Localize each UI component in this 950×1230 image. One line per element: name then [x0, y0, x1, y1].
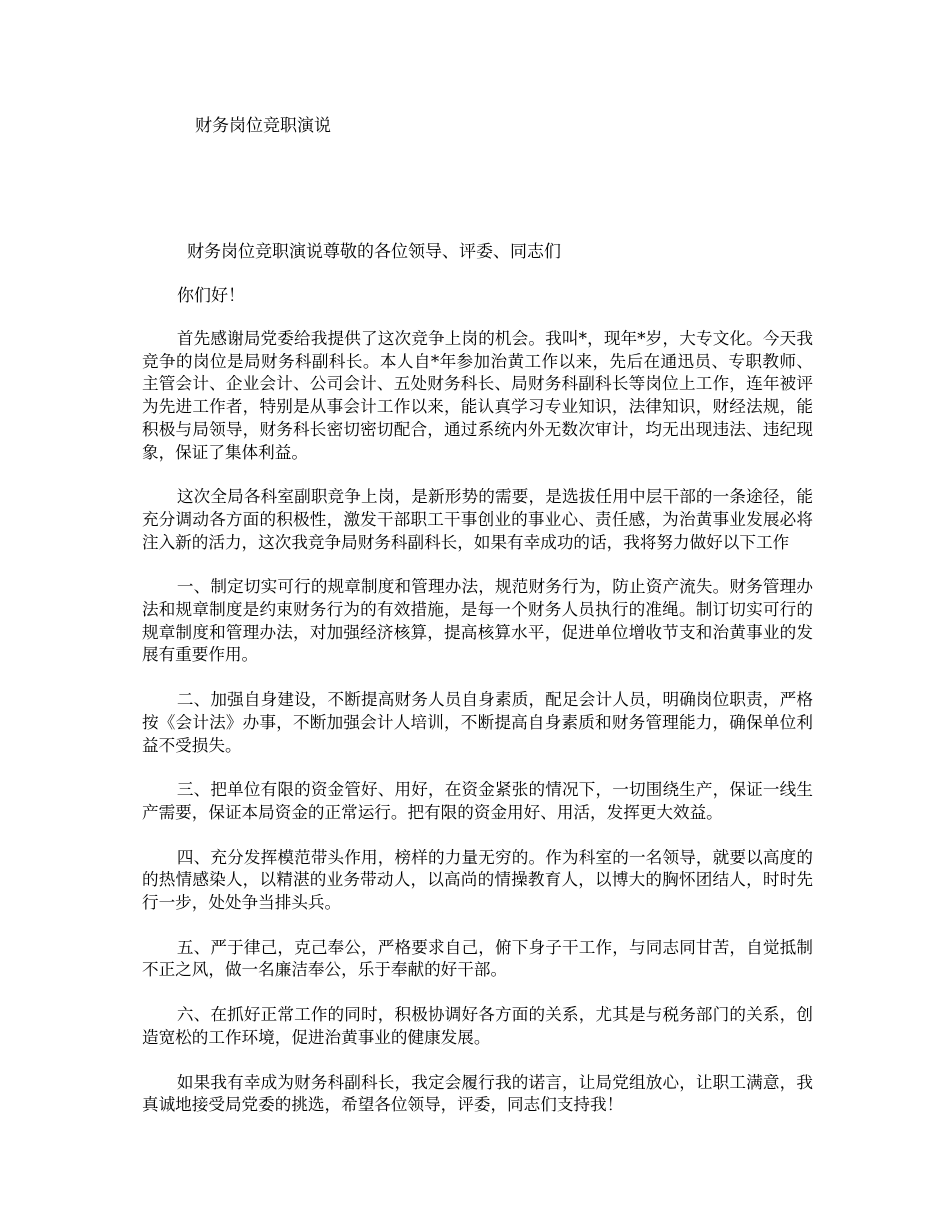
paragraph-point-1: 一、制定切实可行的规章制度和管理办法，规范财务行为，防止资产流失。财务管理办法和规章制度是约束财务行为的有效措施，是每一个财务人员执行的准绳。制订切实可行的规章制度和管理办法，对加强经济核算，提高核算水平，促进单位增收节支和治黄事业的发展有重要作用。 [142, 577, 813, 665]
document-title: 财务岗位竞职演说 [195, 116, 331, 136]
greeting-line: 你们好！ [177, 286, 245, 306]
paragraph-point-5: 五、严于律己，克己奉公，严格要求自己，俯下身子干工作，与同志同甘苦，自觉抵制不正之风，做一名廉洁奉公，乐于奉献的好干部。 [142, 937, 813, 980]
paragraph-intro: 首先感谢局党委给我提供了这次竞争上岗的机会。我叫*，现年*岁，大专文化。今天我竞争的岗位是局财务科副科长。本人自*年参加治黄工作以来，先后在通迅员、专职教师、主管会计、企业会计、公司会计、五处财务科长、局财务科副科长等岗位上工作，连年被评为先进工作者，特别是从事会计工作以来，能认真学习专业知识，法律知识，财经法规，能积极与局领导，财务科长密切密切配合，通过系统内外无数次审计，均无出现违法、违纪现象，保证了集体利益。 [142, 329, 813, 462]
paragraph-point-2: 二、加强自身建设，不断提高财务人员自身素质，配足会计人员，明确岗位职责，严格按《会计法》办事，不断加强会计人培训，不断提高自身素质和财务管理能力，确保单位利益不受损失。 [142, 690, 813, 755]
speech-body [142, 328, 813, 1139]
paragraph-point-4: 四、充分发挥模范带头作用，榜样的力量无穷的。作为科室的一名领导，就要以高度的的热情感染人，以精湛的业务带动人，以高尚的情操教育人，以博大的胸怀团结人，时时先行一步，处处争当排头兵。 [142, 847, 813, 913]
paragraph-point-6: 六、在抓好正常工作的同时，积极协调好各方面的关系，尤其是与税务部门的关系，创造宽松的工作环境，促进治黄事业的健康发展。 [142, 1005, 813, 1047]
paragraph-closing: 如果我有幸成为财务科副科长，我定会履行我的诺言，让局党组放心，让职工满意，我真诚地接受局党委的挑选，希望各位领导，评委，同志们支持我！ [142, 1072, 813, 1115]
speech-heading: 财务岗位竞职演说尊敬的各位领导、评委、同志们 [187, 242, 561, 262]
paragraph-point-3: 三、把单位有限的资金管好、用好，在资金紧张的情况下，一切围绕生产，保证一线生产需要，保证本局资金的正常运行。把有限的资金用好、用活，发挥更大效益。 [142, 780, 813, 822]
paragraph-context: 这次全局各科室副职竞争上岗，是新形势的需要，是选拔任用中层干部的一条途径，能充分调动各方面的积极性，激发干部职工干事创业的事业心、责任感，为治黄事业发展必将注入新的活力，这次我竞争局财务科副科长，如果有幸成功的话，我将努力做好以下工作 [142, 487, 813, 552]
